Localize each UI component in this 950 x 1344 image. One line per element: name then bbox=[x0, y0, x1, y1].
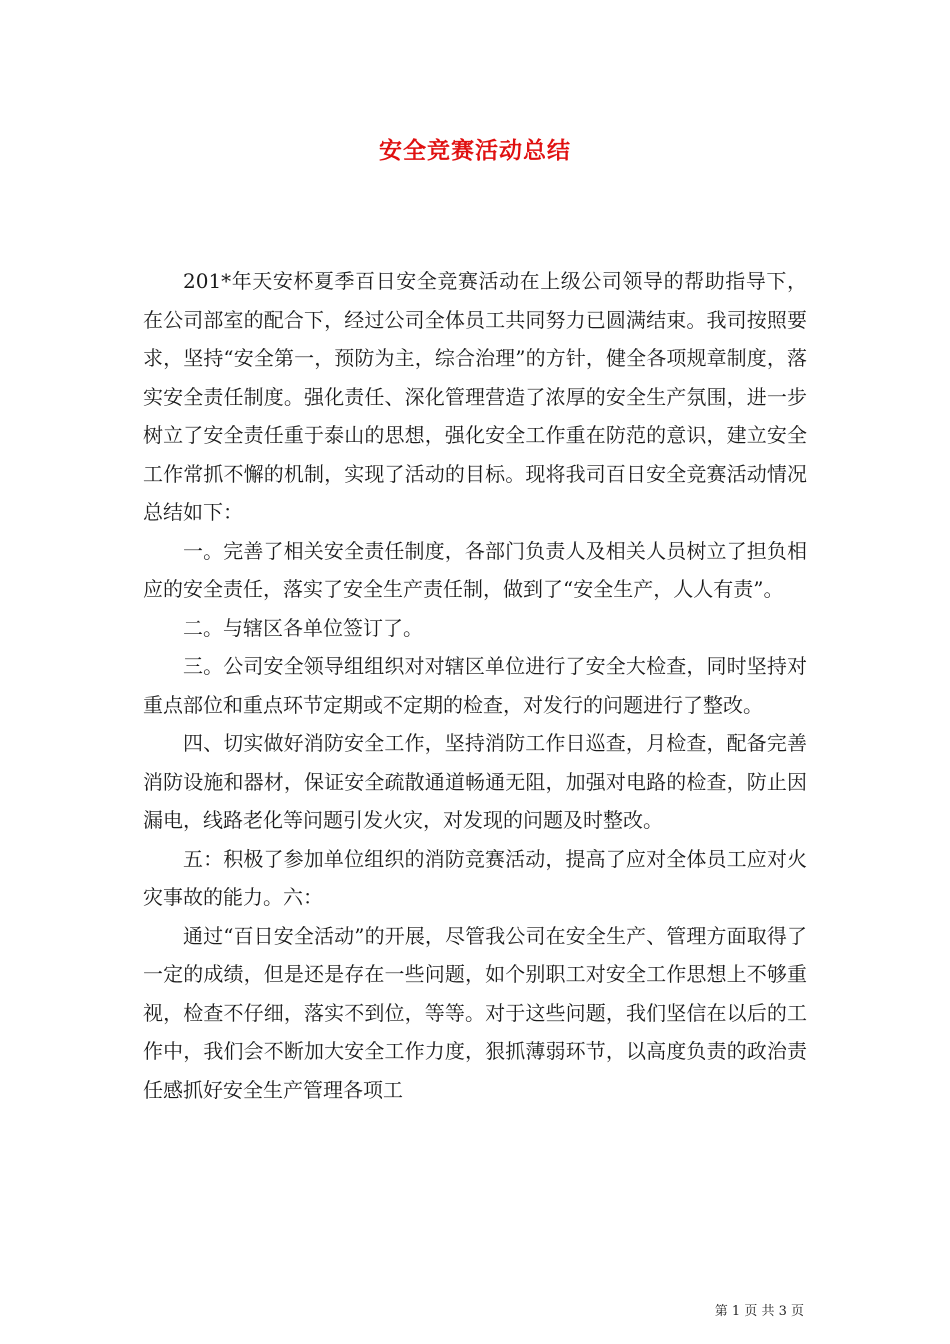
paragraph-conclusion: 通过“百日安全活动”的开展，尽管我公司在安全生产、管理方面取得了一定的成绩，但是还是存在一些问题，如个别职工对安全工作思想上不够重视，检查不仔细，落实不到位，等等。对于这些问题，我们坚信在以后的工作中，我们会不断加大安全工作力度，狠抓薄弱环节，以高度负责的政治责任感抓好安全生产管理各项工 bbox=[143, 923, 807, 1102]
paragraph-item-2: 二。与辖区各单位签订了。 bbox=[183, 615, 423, 640]
document-title: 安全竞赛活动总结 bbox=[379, 137, 571, 164]
paragraph-intro: 201*年天安杯夏季百日安全竞赛活动在上级公司领导的帮助指导下，在公司部室的配合下，经过公司全体员工共同努力已圆满结束。我司按照要求，坚持“安全第一，预防为主，综合治理”的方针，健全各项规章制度，落实安全责任制度。强化责任、深化管理营造了浓厚的安全生产氛围，进一步树立了安全责任重于泰山的思想，强化安全工作重在防范的意识，建立安全工作常抓不懈的机制，实现了活动的目标。现将我司百日安全竞赛活动情况总结如下： bbox=[143, 269, 807, 524]
paragraph-item-4: 四、切实做好消防安全工作，坚持消防工作日巡查，月检查，配备完善消防设施和器材，保证安全疏散通道畅通无阻，加强对电路的检查，防止因漏电，线路老化等问题引发火灾，对发现的问题及时整改。 bbox=[143, 731, 807, 832]
page-number: 第 1 页 共 3 页 bbox=[714, 1304, 804, 1319]
paragraph-item-3: 三。公司安全领导组组织对对辖区单位进行了安全大检查，同时坚持对重点部位和重点环节定期或不定期的检查，对发行的问题进行了整改。 bbox=[143, 654, 807, 717]
paragraph-item-5: 五：积极了参加单位组织的消防竞赛活动，提高了应对全体员工应对火灾事故的能力。六： bbox=[143, 846, 807, 909]
paragraph-item-1: 一。完善了相关安全责任制度，各部门负责人及相关人员树立了担负相应的安全责任，落实了安全生产责任制，做到了“安全生产，人人有责”。 bbox=[143, 538, 807, 601]
document-body bbox=[143, 262, 807, 1109]
